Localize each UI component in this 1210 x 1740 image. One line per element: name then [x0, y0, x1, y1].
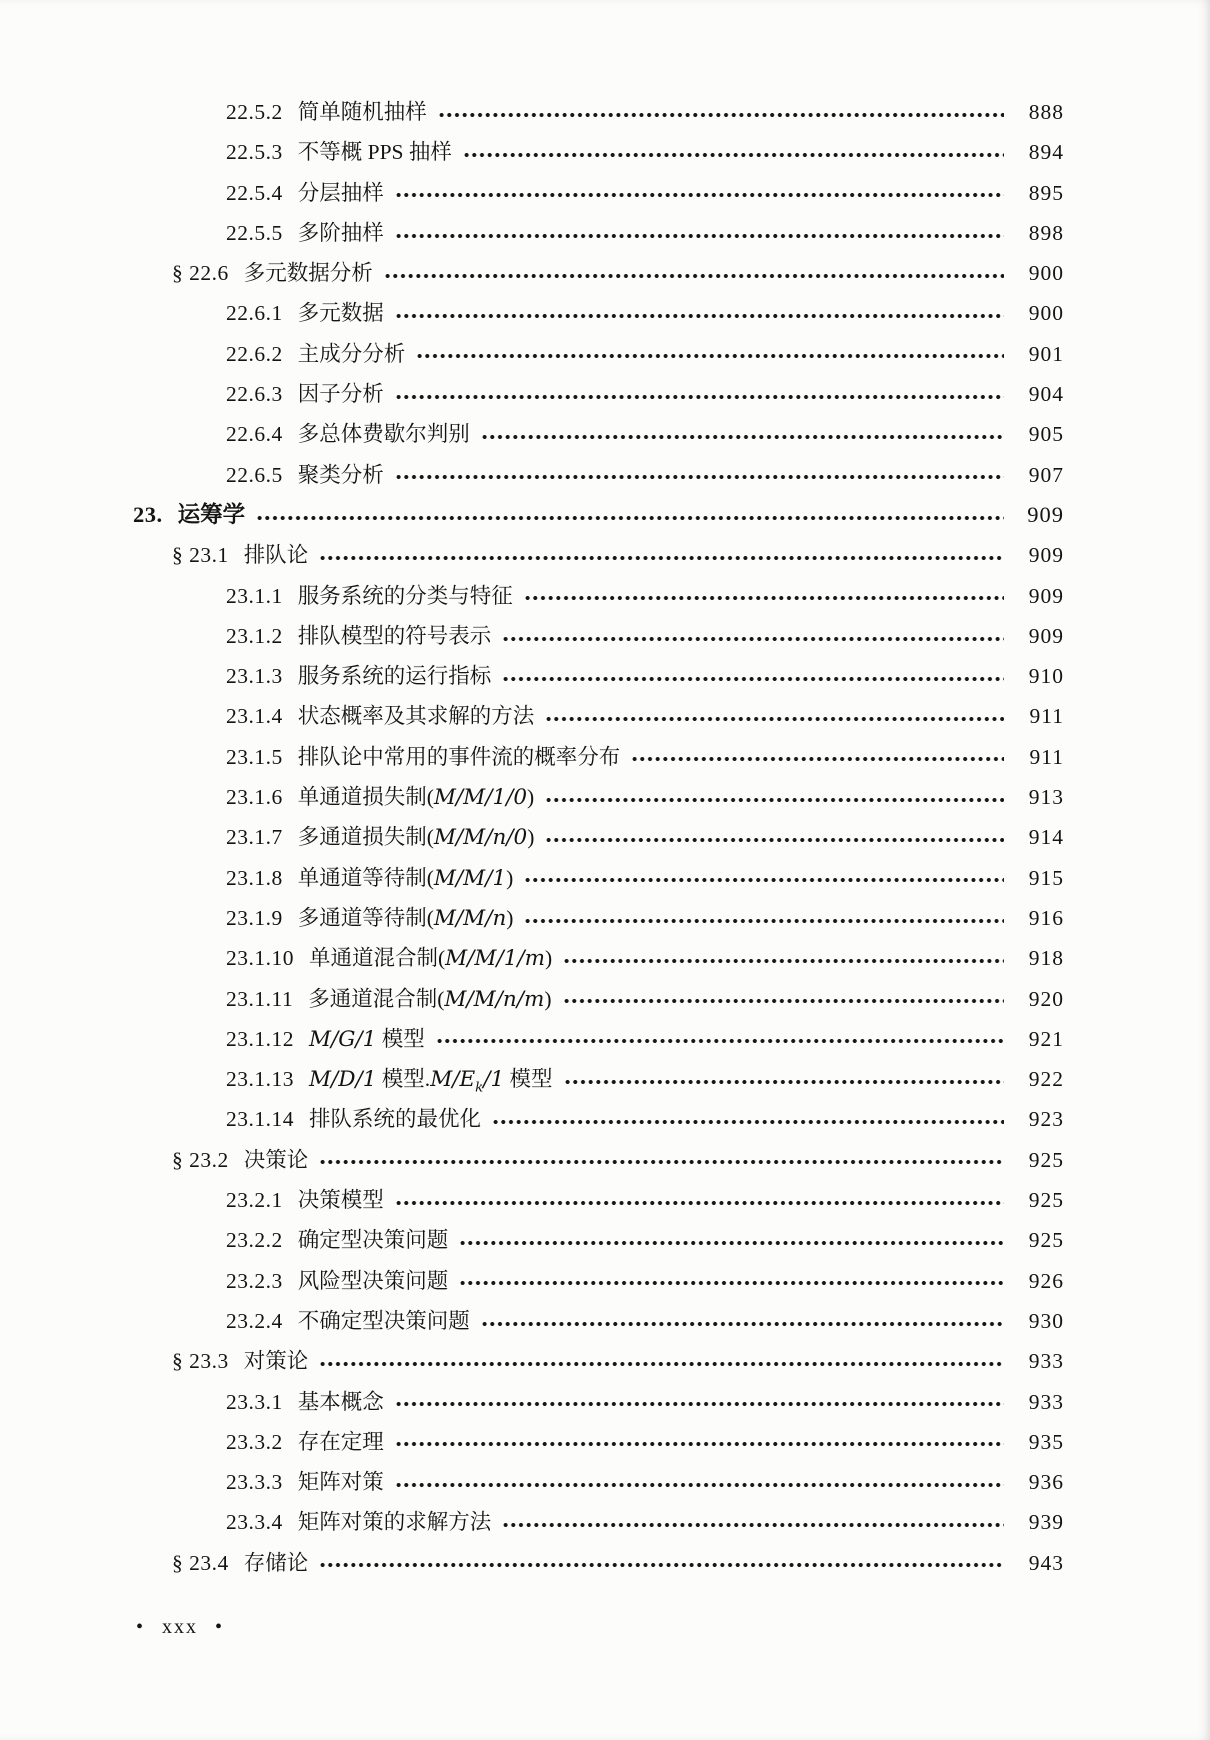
entry-number: 22.6.3 — [226, 382, 283, 407]
toc-entry — [0, 777, 1210, 817]
dot-leader — [524, 593, 1004, 604]
dot-leader — [459, 1278, 1004, 1289]
dot-leader — [384, 271, 1004, 282]
entry-number: 22.6.4 — [226, 422, 283, 447]
entry-number: § 22.6 — [172, 261, 229, 286]
entry-title: 多通道混合制(M/M/n/m) — [308, 986, 552, 1012]
toc-entry — [0, 535, 1210, 575]
entry-title: 不确定型决策问题 — [297, 1308, 470, 1333]
entry-title: 状态概率及其求解的方法 — [297, 704, 535, 729]
entry-title: M/D/1 模型$.M/E_k/1$ 模型 — [309, 1067, 553, 1096]
toc-entry — [0, 737, 1210, 777]
toc-entry — [0, 979, 1210, 1019]
toc-entry — [0, 1220, 1210, 1260]
toc-entry — [0, 858, 1210, 898]
dot-leader — [524, 916, 1004, 927]
dot-leader — [524, 875, 1004, 886]
entry-title: 多元数据 — [297, 301, 384, 326]
entry-number: 22.6.2 — [226, 341, 283, 366]
toc-entry — [0, 1462, 1210, 1502]
entry-page: 895 — [1028, 180, 1064, 205]
entry-number: 22.5.4 — [226, 180, 283, 205]
toc-entry — [0, 173, 1210, 213]
entry-title: 简单随机抽样 — [297, 100, 427, 124]
toc-entry — [0, 1382, 1210, 1422]
toc-entry — [0, 455, 1210, 495]
toc-entry — [0, 213, 1210, 253]
entry-number: 23.1.4 — [226, 704, 283, 729]
entry-title: 排队论 — [243, 543, 309, 568]
entry-number: 23.3.3 — [226, 1470, 283, 1495]
entry-page: 901 — [1028, 341, 1064, 366]
entry-page: 911 — [1029, 744, 1064, 769]
entry-title: 基本概念 — [297, 1389, 384, 1414]
toc-entry — [0, 334, 1210, 374]
toc-entry — [0, 1059, 1210, 1099]
toc-entry — [0, 495, 1210, 535]
entry-number: 22.5.5 — [226, 220, 283, 245]
dot-leader — [395, 311, 1004, 322]
entry-title: 存在定理 — [297, 1429, 384, 1454]
entry-page: 933 — [1028, 1349, 1064, 1374]
entry-page: 904 — [1028, 382, 1064, 407]
entry-title: 服务系统的分类与特征 — [297, 583, 513, 608]
entry-title: 多通道损失制(M/M/n/0) — [297, 825, 535, 851]
toc-entry — [0, 132, 1210, 172]
toc-entry — [0, 1301, 1210, 1341]
entry-page: 888 — [1028, 100, 1064, 124]
dot-leader — [319, 553, 1004, 564]
entry-number: 23.1.11 — [226, 986, 294, 1011]
entry-number: 22.5.2 — [226, 100, 283, 124]
dot-leader — [319, 1560, 1004, 1571]
entry-page: 909 — [1027, 501, 1064, 527]
entry-page: 925 — [1028, 1147, 1064, 1172]
entry-number: 23.1.9 — [226, 905, 283, 930]
entry-number: 23.1.12 — [226, 1026, 294, 1051]
dot-leader — [416, 351, 1004, 362]
entry-page: 923 — [1028, 1107, 1064, 1132]
entry-title: 矩阵对策 — [297, 1470, 384, 1495]
toc-entry — [0, 817, 1210, 857]
entry-title: 多阶抽样 — [297, 220, 384, 245]
page-footer: • xxx • — [136, 1616, 225, 1638]
toc-entry — [0, 1140, 1210, 1180]
entry-page: 930 — [1028, 1308, 1064, 1333]
entry-number: 23.3.1 — [226, 1389, 283, 1414]
entry-title: 不等概 PPS 抽样 — [297, 140, 452, 165]
entry-title: 排队系统的最优化 — [309, 1107, 482, 1132]
entry-number: 23.2.1 — [226, 1188, 283, 1213]
entry-title: 多总体费歇尔判别 — [297, 422, 470, 447]
entry-page: 925 — [1028, 1228, 1064, 1253]
entry-page: 918 — [1028, 946, 1064, 971]
entry-title: 风险型决策问题 — [297, 1268, 449, 1293]
toc-entry — [0, 656, 1210, 696]
entry-title: 矩阵对策的求解方法 — [297, 1510, 492, 1535]
toc-entry — [0, 1261, 1210, 1301]
entry-page: 910 — [1028, 664, 1064, 689]
entry-number: 23.3.4 — [226, 1510, 283, 1535]
dot-leader — [545, 714, 1004, 725]
entry-number: 23.1.1 — [226, 583, 283, 608]
dot-leader — [319, 1359, 1004, 1370]
entry-number: 23.2.4 — [226, 1308, 283, 1333]
entry-page: 914 — [1028, 825, 1064, 850]
dot-leader — [256, 513, 1004, 524]
entry-page: 935 — [1028, 1429, 1064, 1454]
toc-entry — [0, 1099, 1210, 1139]
entry-number: 22.5.3 — [226, 140, 283, 165]
entry-title: M/G/1 模型 — [309, 1026, 425, 1052]
entry-number: 23.1.3 — [226, 664, 283, 689]
dot-leader — [395, 231, 1004, 242]
entry-title: 存储论 — [243, 1550, 309, 1575]
toc-entry — [0, 253, 1210, 293]
entry-number: § 23.4 — [172, 1550, 229, 1575]
dot-leader — [459, 1238, 1004, 1249]
entry-page: 894 — [1028, 140, 1064, 165]
toc-entry — [0, 1019, 1210, 1059]
toc-entry — [0, 576, 1210, 616]
dot-leader — [481, 432, 1004, 443]
entry-title: 主成分分析 — [297, 341, 406, 366]
entry-page: 909 — [1028, 623, 1064, 648]
entry-title: 排队论中常用的事件流的概率分布 — [297, 744, 621, 769]
dot-leader — [436, 1036, 1004, 1047]
dot-leader — [395, 1439, 1004, 1450]
entry-number: 22.6.1 — [226, 301, 283, 326]
toc-entry — [0, 616, 1210, 656]
dot-leader — [563, 956, 1004, 967]
entry-title: 聚类分析 — [297, 462, 384, 487]
entry-title: 确定型决策问题 — [297, 1228, 449, 1253]
dot-leader — [395, 392, 1004, 403]
entry-title: 多通道等待制(M/M/n) — [297, 905, 514, 931]
entry-page: 911 — [1029, 704, 1064, 729]
entry-number: 23.1.14 — [226, 1107, 294, 1132]
entry-page: 936 — [1028, 1470, 1064, 1495]
toc-entry — [0, 938, 1210, 978]
entry-page: 915 — [1028, 865, 1064, 890]
entry-number: § 23.1 — [172, 543, 229, 568]
entry-title: 分层抽样 — [297, 180, 384, 205]
entry-page: 916 — [1028, 905, 1064, 930]
entry-number: 23.1.8 — [226, 865, 283, 890]
dot-leader — [481, 1319, 1004, 1330]
entry-title: 单通道损失制(M/M/1/0) — [297, 785, 535, 811]
dot-leader — [463, 150, 1004, 161]
dot-leader — [631, 754, 1004, 765]
entry-page: 921 — [1028, 1026, 1064, 1051]
entry-page: 925 — [1028, 1188, 1064, 1213]
entry-number: 23.2.3 — [226, 1268, 283, 1293]
toc-entry — [0, 293, 1210, 333]
entry-title: 服务系统的运行指标 — [297, 664, 492, 689]
dot-leader — [502, 674, 1004, 685]
toc-entry — [0, 1341, 1210, 1381]
entry-page: 900 — [1028, 301, 1064, 326]
entry-number: 23.1.13 — [226, 1067, 294, 1092]
dot-leader — [395, 190, 1004, 201]
entry-number: 23.2.2 — [226, 1228, 283, 1253]
toc-entry — [0, 414, 1210, 454]
entry-title: 单通道混合制(M/M/1/m) — [309, 946, 553, 972]
dot-leader — [395, 472, 1004, 483]
dot-leader — [395, 1399, 1004, 1410]
entry-title: 排队模型的符号表示 — [297, 623, 492, 648]
entry-page: 900 — [1028, 261, 1064, 286]
dot-leader — [319, 1157, 1004, 1168]
entry-page: 909 — [1028, 583, 1064, 608]
dot-leader — [563, 996, 1004, 1007]
entry-number: 23.1.10 — [226, 946, 294, 971]
dot-leader — [545, 835, 1004, 846]
toc-entry — [0, 898, 1210, 938]
entry-page: 933 — [1028, 1389, 1064, 1414]
entry-title: 决策模型 — [297, 1188, 384, 1213]
entry-page: 898 — [1028, 220, 1064, 245]
toc-entry — [0, 1180, 1210, 1220]
entry-number: § 23.3 — [172, 1349, 229, 1374]
toc-entry — [0, 92, 1210, 132]
entry-number: 23.1.2 — [226, 623, 283, 648]
entry-title: 多元数据分析 — [243, 261, 373, 286]
dot-leader — [492, 1117, 1004, 1128]
dot-leader — [502, 634, 1004, 645]
toc-entry — [0, 1422, 1210, 1462]
entry-title: 运筹学 — [177, 501, 246, 527]
entry-number: § 23.2 — [172, 1147, 229, 1172]
entry-title: 对策论 — [243, 1349, 309, 1374]
dot-leader — [438, 110, 1004, 121]
entry-number: 23.1.7 — [226, 825, 283, 850]
entry-page: 905 — [1028, 422, 1064, 447]
entry-number: 23.1.5 — [226, 744, 283, 769]
entry-number: 23. — [133, 501, 163, 527]
entry-number: 23.1.6 — [226, 785, 283, 810]
entry-number: 23.3.2 — [226, 1429, 283, 1454]
toc-entry — [0, 1502, 1210, 1542]
entry-page: 939 — [1028, 1510, 1064, 1535]
dot-leader — [395, 1480, 1004, 1491]
entry-page: 922 — [1028, 1067, 1064, 1092]
entry-title: 因子分析 — [297, 382, 384, 407]
toc-entry — [0, 374, 1210, 414]
dot-leader — [395, 1198, 1004, 1209]
entry-page: 907 — [1028, 462, 1064, 487]
toc-entry — [0, 1543, 1210, 1583]
entry-page: 926 — [1028, 1268, 1064, 1293]
entry-page: 943 — [1028, 1550, 1064, 1575]
entry-title: 决策论 — [243, 1147, 309, 1172]
toc-entry — [0, 696, 1210, 736]
entry-page: 913 — [1028, 785, 1064, 810]
dot-leader — [545, 795, 1004, 806]
entry-title: 单通道等待制(M/M/1) — [297, 865, 514, 891]
entry-page: 920 — [1028, 986, 1064, 1011]
dot-leader — [564, 1077, 1004, 1088]
entry-number: 22.6.5 — [226, 462, 283, 487]
entry-page: 909 — [1028, 543, 1064, 568]
dot-leader — [502, 1520, 1004, 1531]
